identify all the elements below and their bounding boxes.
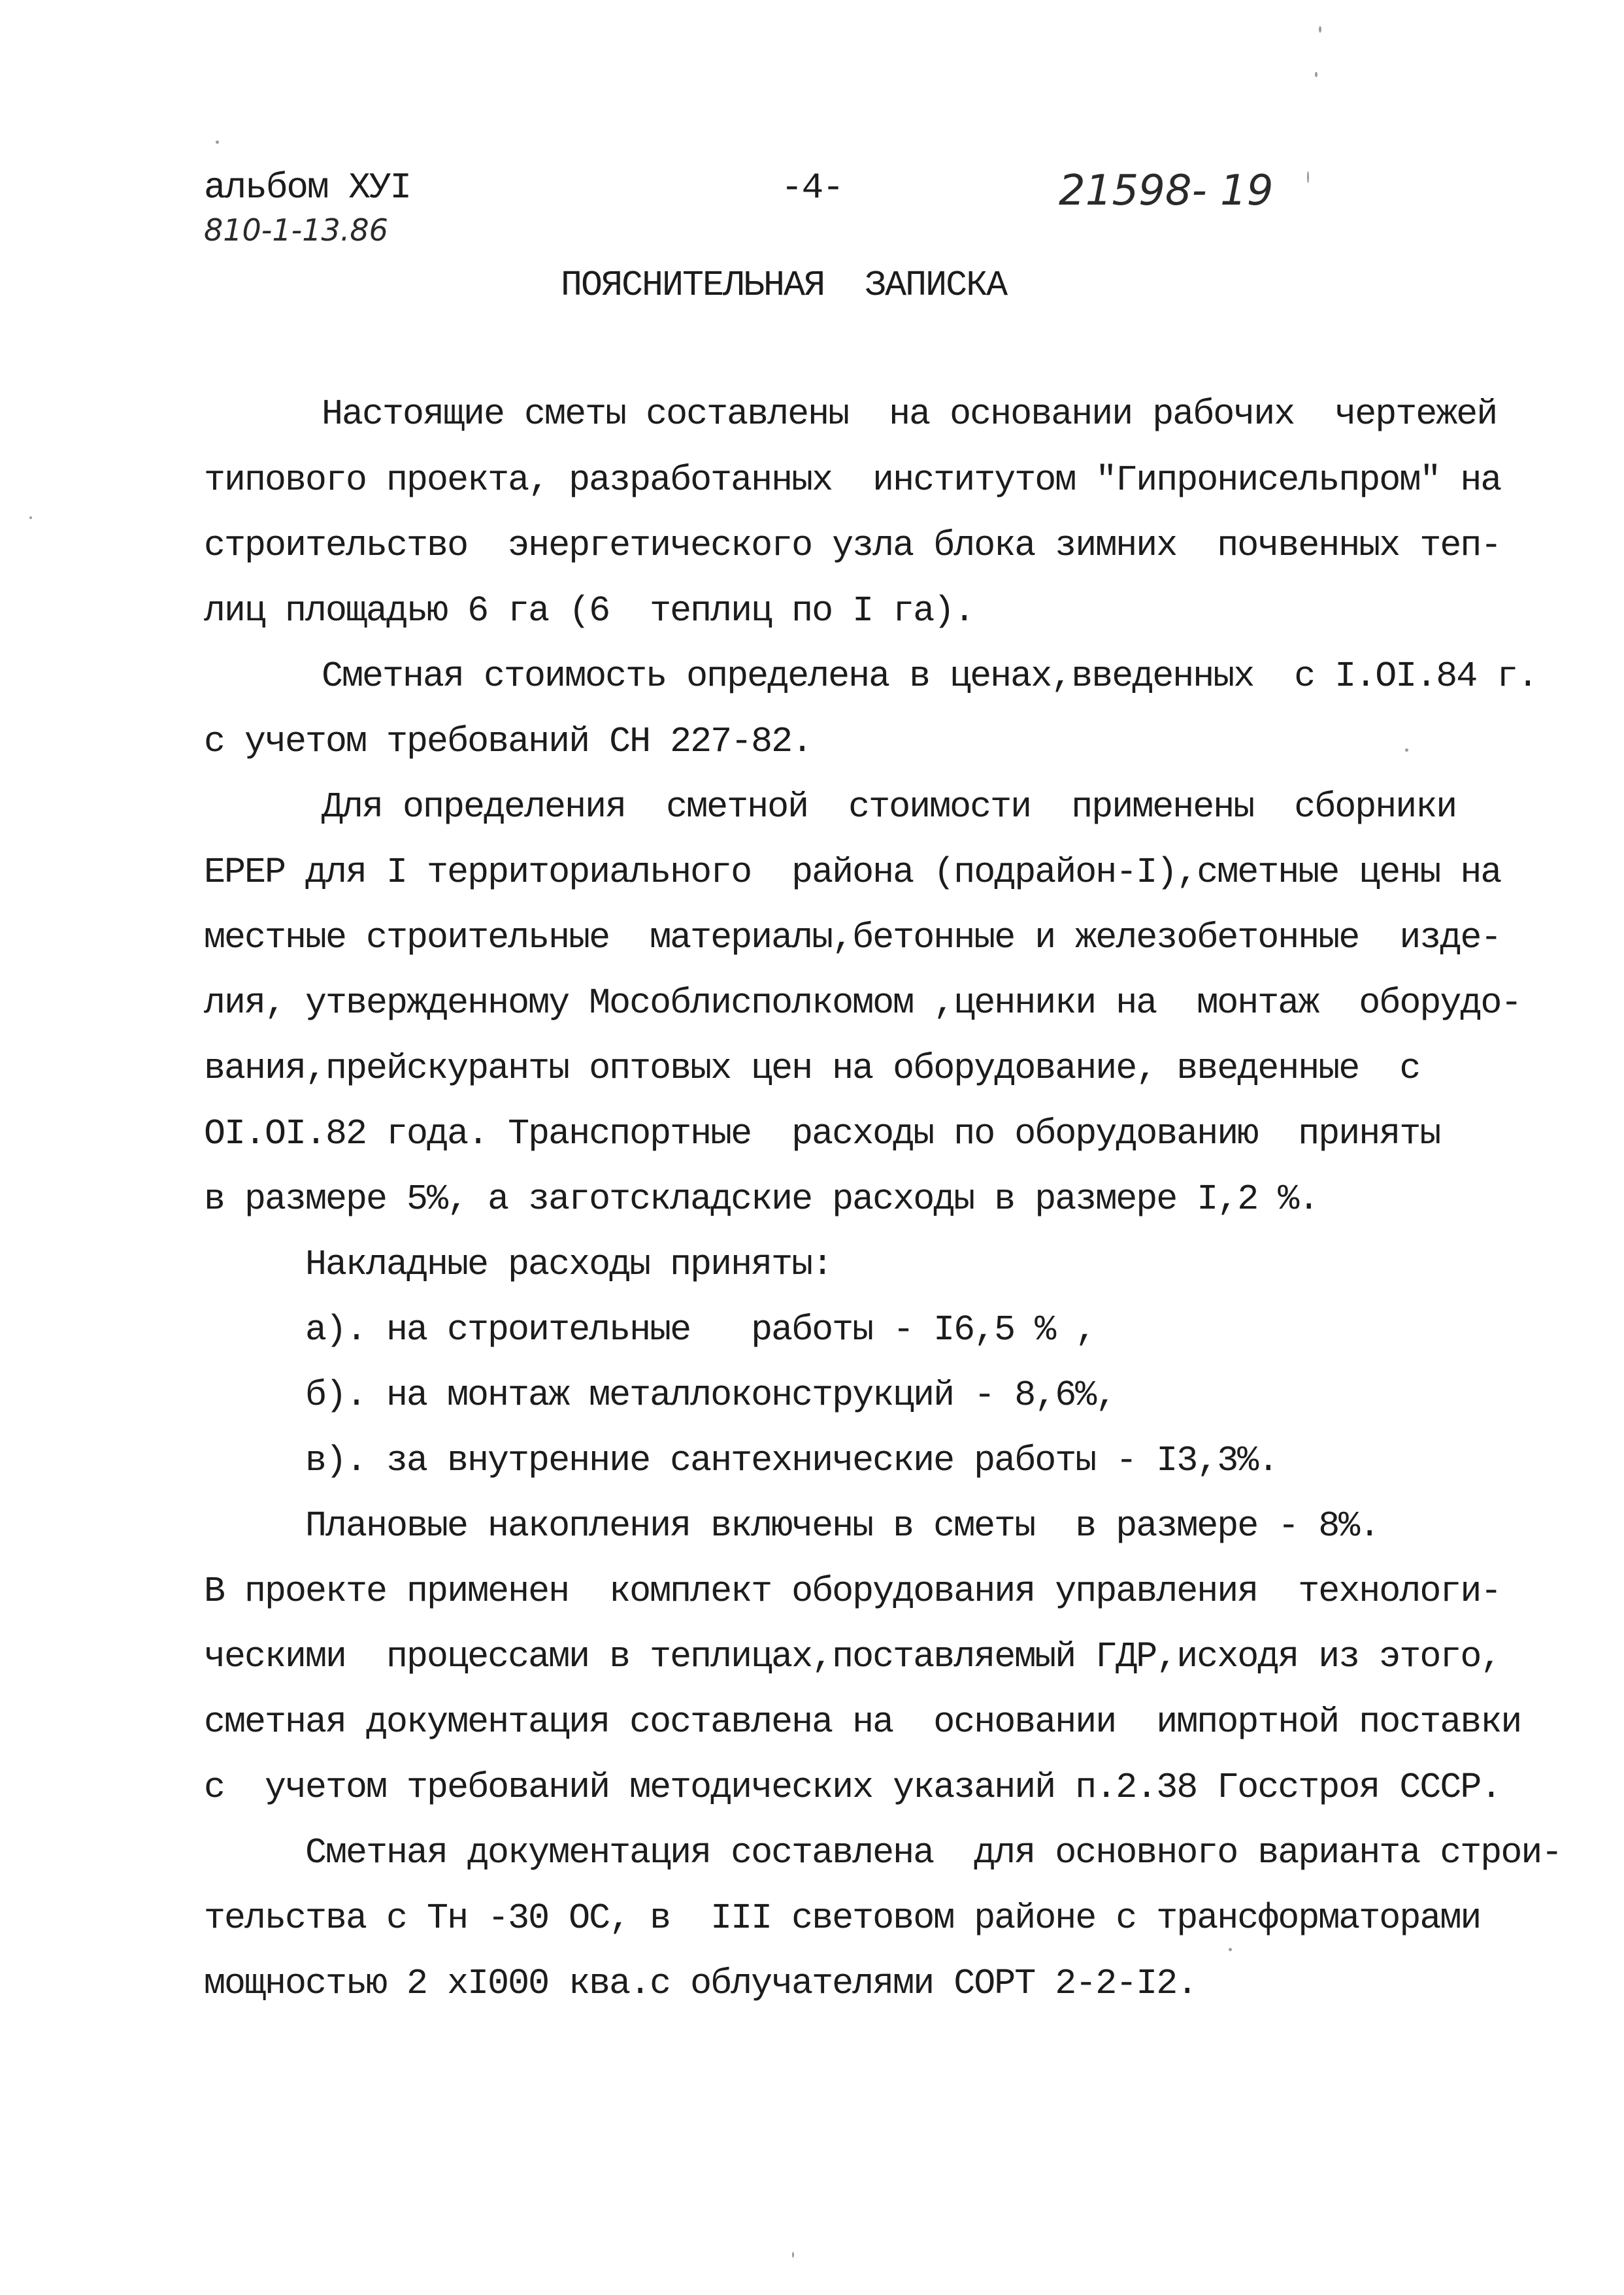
text-line: вания,прейскуранты оптовых цен на оборудование, введенные с [204, 1048, 1420, 1089]
scan-speck [216, 141, 219, 144]
scan-speck [1315, 72, 1317, 77]
page-title: ПОЯСНИТЕЛЬНАЯ ЗАПИСКА [561, 265, 1007, 306]
text-line: а). на строительные работы - I6,5 % , [305, 1309, 1096, 1350]
page-number: -4- [781, 167, 843, 209]
text-line: с учетом требований методических указаний п.2.38 Госстроя СССР. [204, 1767, 1501, 1808]
text-line: лия, утвержденному Мособлисполкомом ,ценники на монтаж оборудо- [204, 982, 1521, 1024]
text-line: Настоящие сметы составлены на основании рабочих чертежей [322, 394, 1497, 435]
document-number: 21598- 19 [1059, 167, 1274, 215]
text-line: Плановые накопления включены в сметы в размере - 8%. [305, 1505, 1380, 1547]
text-line: OI.OI.82 года. Транспортные расходы по оборудованию приняты [204, 1113, 1440, 1154]
scan-speck [1229, 1948, 1232, 1951]
scan-speck [1405, 748, 1408, 752]
text-line: лиц площадью 6 га (6 теплиц по I га). [204, 590, 974, 631]
text-line: б). на монтаж металлоконструкций - 8,6%, [305, 1375, 1116, 1416]
text-line: сметная документация составлена на основании импортной поставки [204, 1701, 1521, 1743]
text-line: местные строительные материалы,бетонные и железобетонные изде- [204, 917, 1501, 958]
text-line: В проекте применен комплект оборудования управления технологи- [204, 1571, 1501, 1612]
scan-speck [792, 2252, 794, 2258]
text-line: мощностью 2 хI000 ква.с облучателями СОРТ 2-2-I2. [204, 1963, 1197, 2004]
text-line: Сметная документация составлена для основного варианта строи- [305, 1832, 1562, 1873]
text-line: типового проекта, разработанных институтом "Гипронисельпром" на [204, 460, 1501, 501]
text-line: в размере 5%, а заготскладские расходы в размере I,2 %. [204, 1179, 1319, 1220]
text-line: Сметная стоимость определена в ценах,введенных с I.OI.84 г. [322, 656, 1538, 697]
text-line: Для определения сметной стоимости применены сборники [322, 786, 1457, 828]
scan-speck [29, 516, 32, 519]
scan-speck [1319, 26, 1321, 33]
album-label: альбом ХУI [204, 167, 411, 209]
project-code: 810-1-13.86 [204, 212, 388, 248]
text-line: с учетом требований СН 227-82. [204, 721, 812, 762]
text-line: строительство энергетического узла блока зимних почвенных теп- [204, 525, 1501, 566]
scan-speck [1307, 171, 1309, 183]
text-line: ческими процессами в теплицах,поставляемый ГДР,исходя из этого, [204, 1636, 1501, 1677]
text-line: в). за внутренние сантехнические работы - I3,3%. [305, 1440, 1278, 1481]
text-line: ЕРЕР для I территориального района (подрайон-I),сметные цены на [204, 852, 1501, 893]
text-line: тельства с Тн -30 ОС, в III световом районе с трансформаторами [204, 1898, 1481, 1939]
text-line: Накладные расходы приняты: [305, 1244, 833, 1285]
